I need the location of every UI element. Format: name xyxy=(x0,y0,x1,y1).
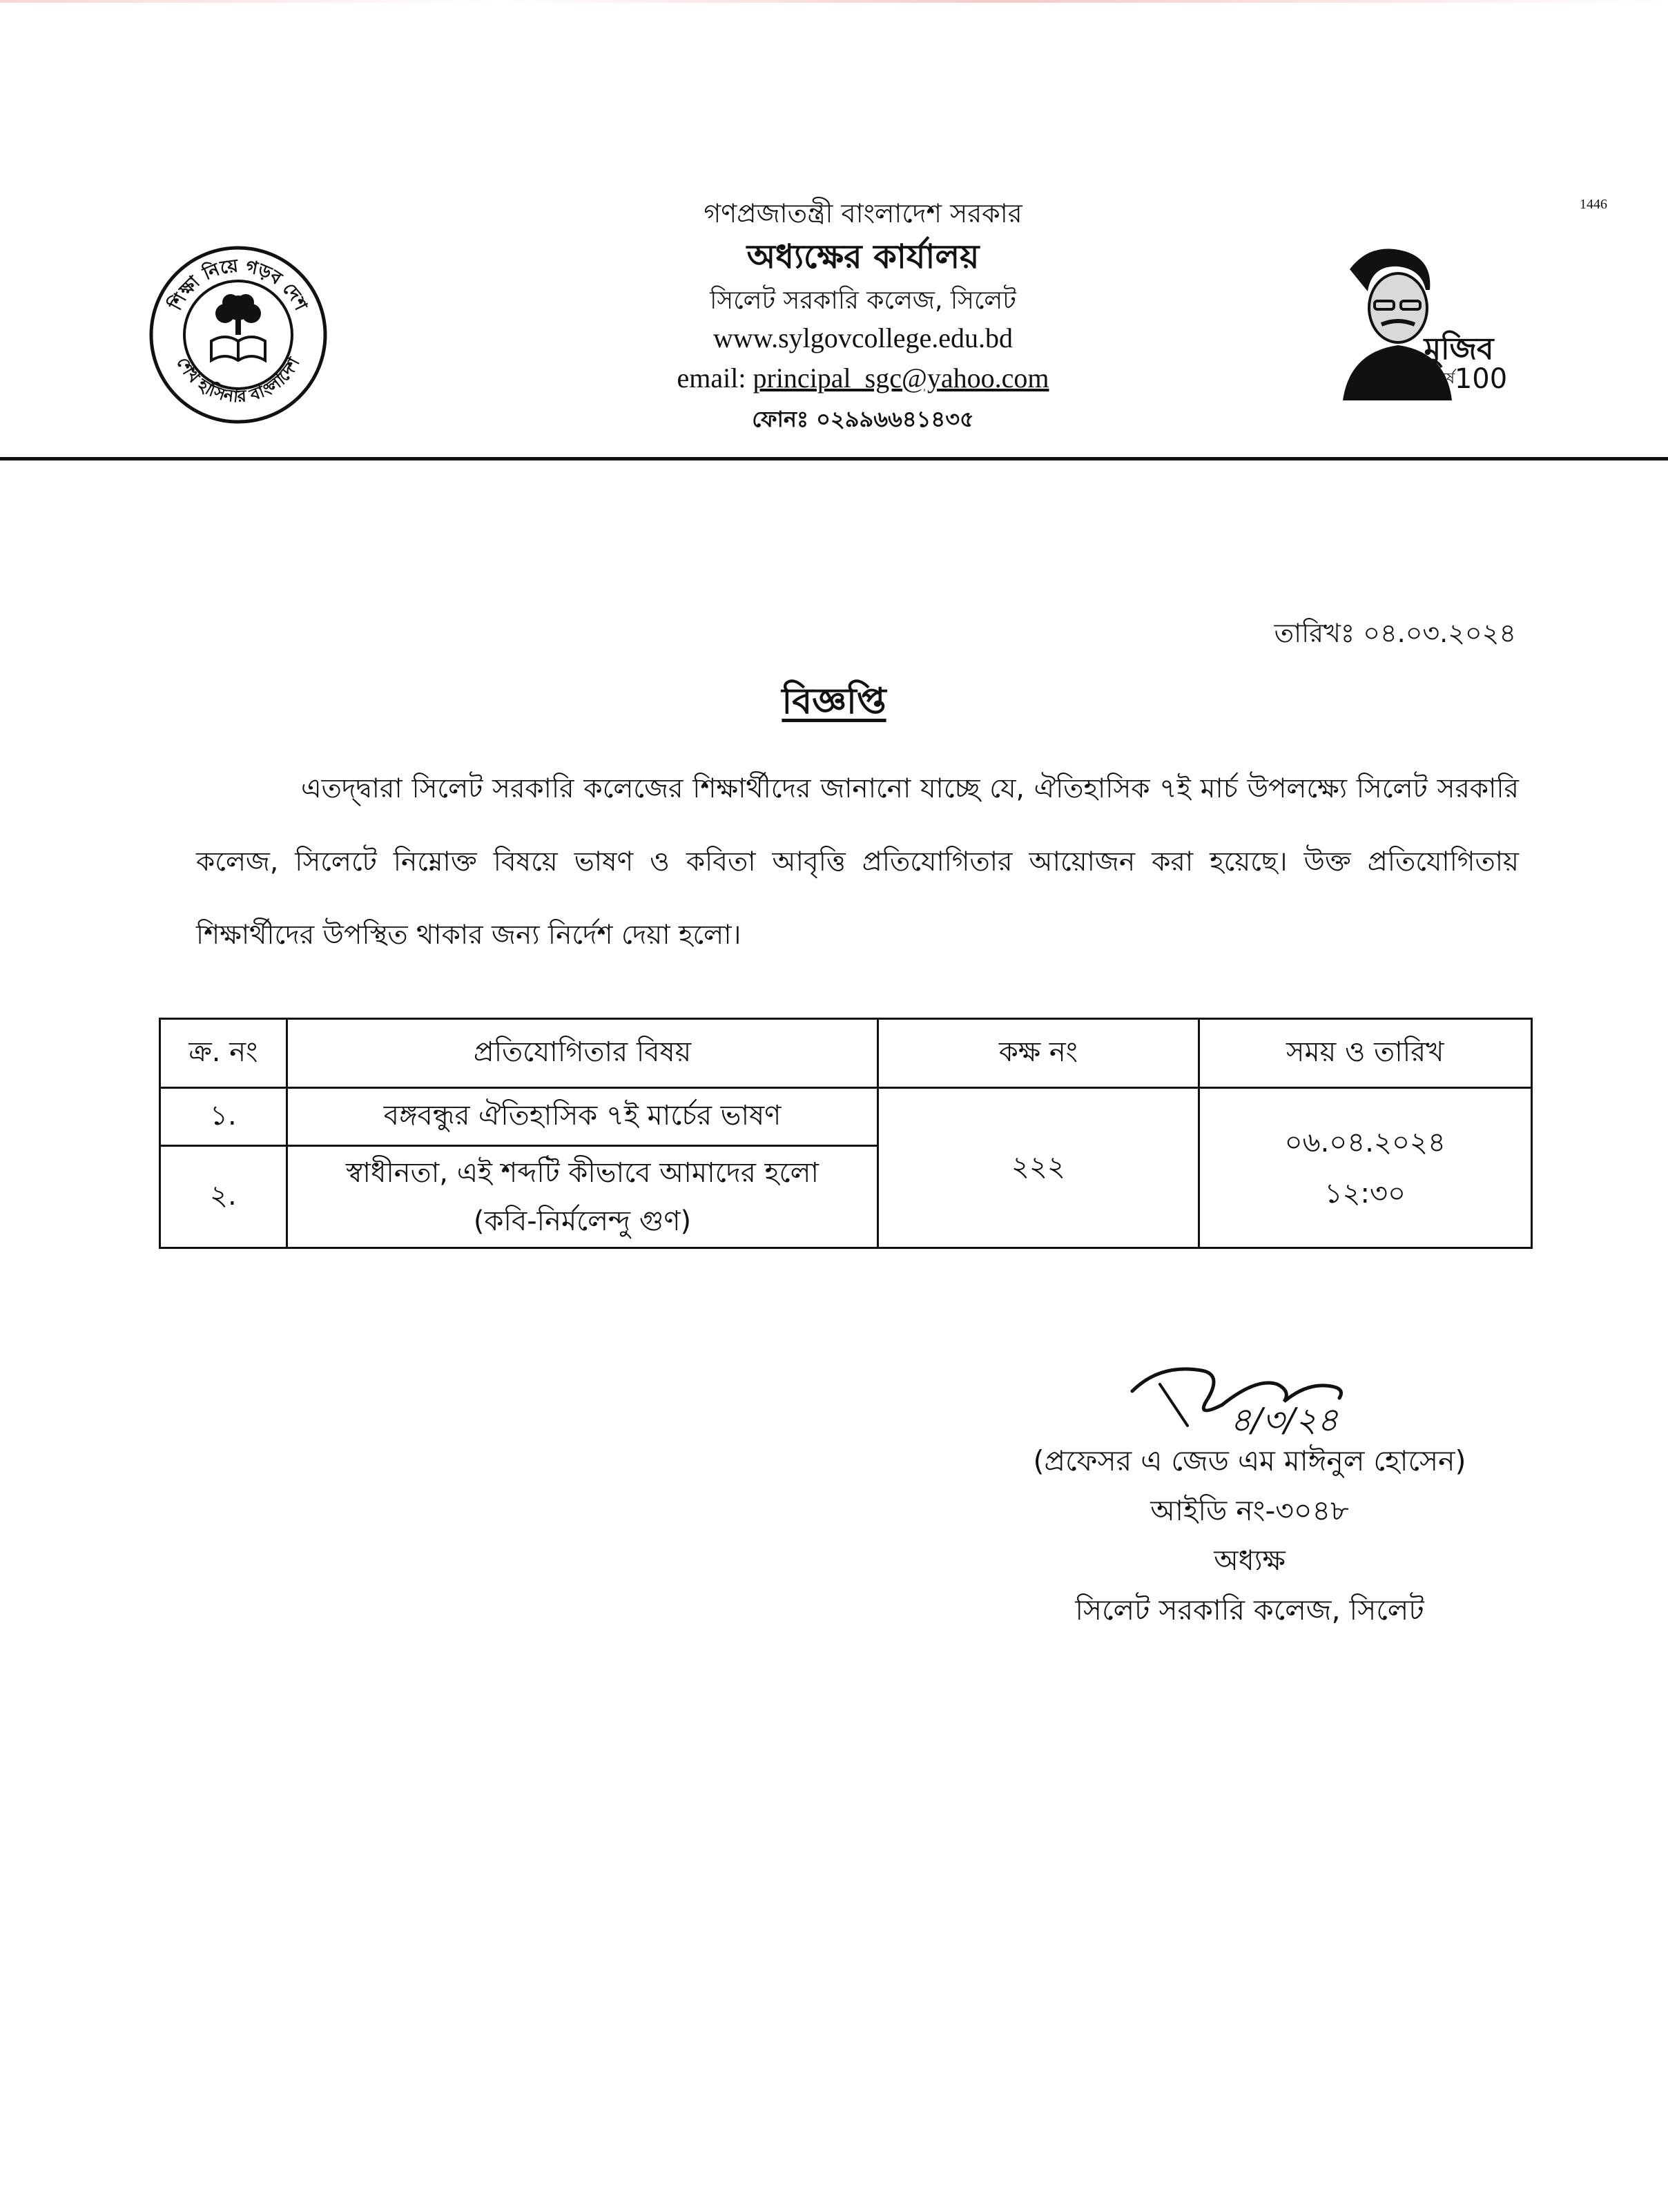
emblem-number: 100 xyxy=(1454,363,1508,395)
signatory-designation: অধ্যক্ষ xyxy=(1214,1544,1286,1577)
signatory-block xyxy=(1008,1436,1491,1635)
header-schedule: সময় ও তারিখ xyxy=(1199,1019,1531,1088)
header-room: কক্ষ নং xyxy=(878,1019,1199,1088)
competition-time: ১২:৩০ xyxy=(1324,1177,1406,1210)
signatory-id: আইডি নং-৩০৪৮ xyxy=(1150,1494,1349,1527)
tree-icon xyxy=(215,294,261,335)
government-name: গণপ্রজাতন্ত্রী বাংলাদেশ সরকার xyxy=(704,198,1022,229)
logo-ring-top-text: শিক্ষা নিয়ে গড়ব দেশ xyxy=(165,255,311,314)
header-serial: ক্র. নং xyxy=(160,1019,287,1088)
website-link[interactable]: www.sylgovcollege.edu.bd xyxy=(713,322,1013,353)
row-topic: বঙ্গবন্ধুর ঐতিহাসিক ৭ই মার্চের ভাষণ xyxy=(287,1088,878,1146)
row-topic-cell xyxy=(287,1146,878,1248)
header-divider xyxy=(0,457,1668,460)
row-topic: স্বাধীনতা, এই শব্দটি কীভাবে আমাদের হলো xyxy=(346,1156,820,1189)
row-topic-note: (কবি-নির্মলেন্দু গুণ) xyxy=(473,1205,692,1237)
signatory-institution: সিলেট সরকারি কলেজ, সিলেট xyxy=(1075,1593,1424,1627)
competition-table xyxy=(159,1018,1533,1249)
table-row xyxy=(160,1088,1532,1146)
college-logo-emblem xyxy=(148,244,329,425)
mujib-borsho-emblem xyxy=(1329,242,1508,400)
table-header-row xyxy=(160,1019,1532,1088)
signatory-name: (প্রফেসর এ জেড এম মাঈনুল হোসেন) xyxy=(1033,1444,1466,1477)
portrait-icon xyxy=(1343,249,1452,400)
office-name: অধ্যক্ষের কার্যালয় xyxy=(746,237,980,276)
header-topic: প্রতিযোগিতার বিষয় xyxy=(287,1019,878,1088)
scan-edge-tint xyxy=(0,0,1668,3)
email-link[interactable]: principal_sgc@yahoo.com xyxy=(753,362,1049,394)
competition-date: ০৬.০৪.২০২৪ xyxy=(1284,1126,1446,1158)
schedule-cell xyxy=(1199,1088,1531,1248)
institution-name: সিলেট সরকারি কলেজ, সিলেট xyxy=(710,287,1016,315)
email-line xyxy=(483,362,1243,402)
document-number: 1446 xyxy=(1580,197,1607,212)
room-number: ২২২ xyxy=(878,1088,1199,1248)
notice-date: তারিখঃ ০৪.০৩.২০২৪ xyxy=(1274,618,1516,648)
book-icon xyxy=(211,337,265,360)
row-serial: ২. xyxy=(160,1146,287,1248)
letterhead xyxy=(483,193,1243,436)
emblem-wordmark: মুজিব xyxy=(1424,331,1494,367)
notice-body-text: এতদ্দ্বারা সিলেট সরকারি কলেজের শিক্ষার্থীদের জানানো যাচ্ছে যে, ঐতিহাসিক ৭ই মার্চ উপলক্ষ্যে সিলেট সরকারি কলেজ, সিলেটে নিম্নোক্ত বিষয়ে ভাষণ ও কবিতা আবৃত্তি প্রতিযোগিতার আয়োজন করা হয়েছে। উক্ত প্রতিযোগিতায় শিক্ষার্থীদের উপস্থিত থাকার জন্য নির্দেশ দেয়া হলো। xyxy=(196,773,1519,951)
emblem-subtitle: বর্ষ xyxy=(1437,370,1455,387)
notice-title-text: বিজ্ঞপ্তি xyxy=(782,681,886,722)
logo-ring-bottom-text: শেখ হাসিনার বাংলাদেশ xyxy=(173,353,304,407)
notice-body xyxy=(196,753,1519,972)
phone-number: ফোনঃ ০২৯৯৬৬৪১৪৩৫ xyxy=(752,406,974,432)
row-serial: ১. xyxy=(160,1088,287,1146)
notice-title xyxy=(0,673,1668,733)
handwritten-signature xyxy=(1118,1343,1408,1446)
email-label: email: xyxy=(677,362,746,394)
signature-date: ৪/৩/২৪ xyxy=(1230,1401,1339,1439)
